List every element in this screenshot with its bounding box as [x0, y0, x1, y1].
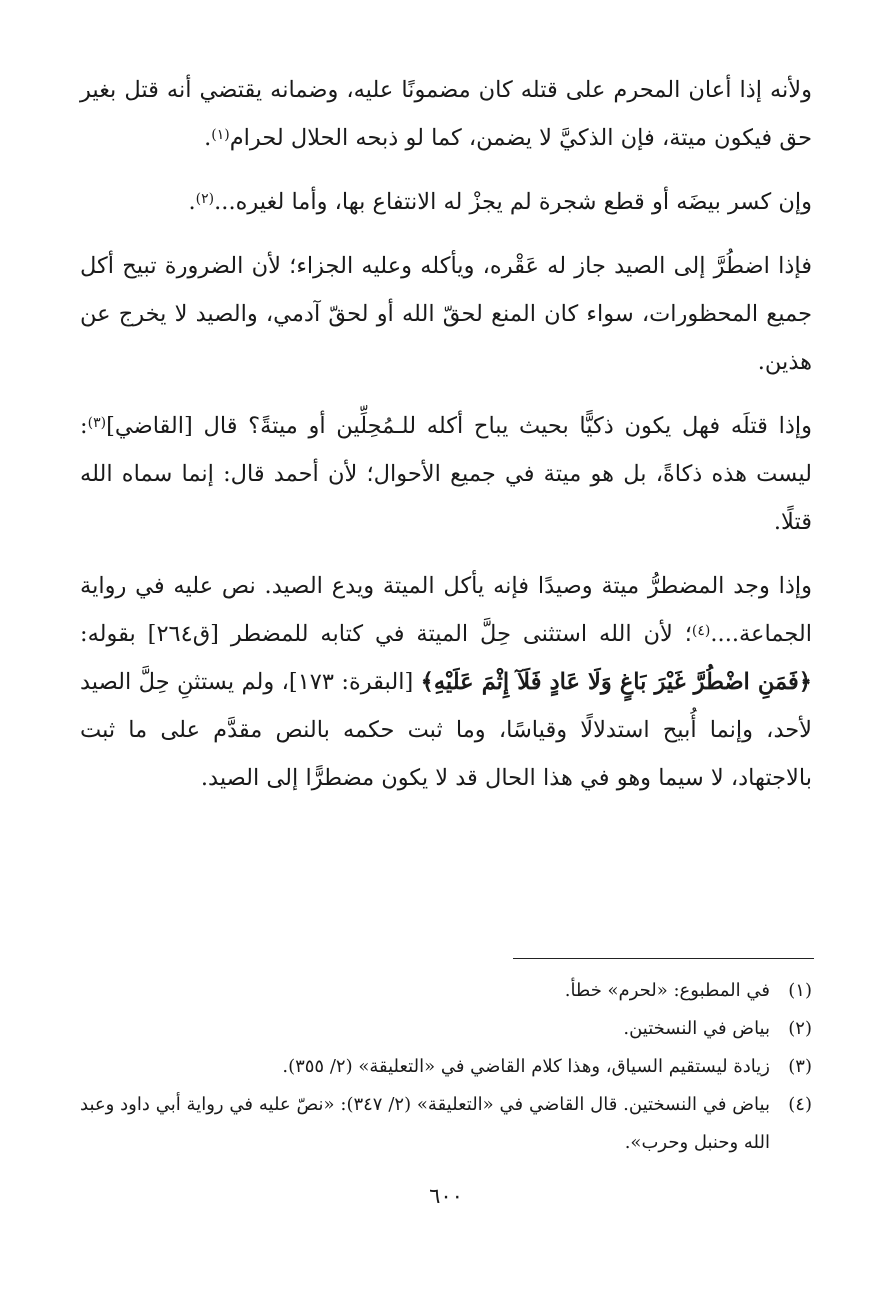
- footnote-2: [80, 1010, 812, 1048]
- quran-verse: ﴿فَمَنِ اضْطُرَّ غَيْرَ بَاغٍ وَلَا عَادٍ فَلَآ إِثْمَ عَلَيْهِ﴾: [420, 669, 812, 695]
- footnote-text: في المطبوع: «لحرم» خطأ.: [564, 980, 770, 1001]
- paragraph-5: [80, 562, 812, 802]
- paragraph-1: [80, 66, 812, 162]
- paragraph-1-end: .: [204, 125, 212, 151]
- main-text: [80, 66, 812, 802]
- footnote-number: (١): [788, 980, 812, 1001]
- paragraph-5-text-c: [البقرة: ١٧٣]، ولم يستثنِ حِلَّ الصيد لأحد، وإنما أُبيح استدلالًا وقياسًا، وما ثبت حكمه بالنص مقدَّم على ما ثبت بالاجتهاد، لا سيما وهو في هذا الحال قد لا يكون مضطرًّا إلى الصيد.: [80, 669, 812, 791]
- paragraph-5-text-a: وإذا وجد المضطرُّ ميتة وصيدًا فإنه يأكل الميتة ويدع الصيد. نص عليه في رواية الجماعة....: [80, 573, 812, 647]
- paragraph-4: [80, 402, 812, 546]
- footnote-1: [80, 972, 812, 1010]
- paragraph-5-text-b: ؛ لأن الله استثنى حِلَّ الميتة في كتابه للمضطر [ق٢٦٤] بقوله:: [80, 621, 692, 647]
- footnote-ref-4[interactable]: (٤): [691, 623, 711, 639]
- footnote-number: (٢): [788, 1018, 812, 1039]
- page-number: ٦٠٠: [429, 1184, 463, 1208]
- footnote-number: (٣): [788, 1056, 812, 1077]
- footnotes: [80, 972, 812, 1162]
- paragraph-3: [80, 242, 812, 386]
- footnote-text: بياض في النسختين.: [623, 1018, 770, 1039]
- footnote-ref-3[interactable]: (٣): [87, 415, 107, 431]
- paragraph-2: [80, 178, 812, 226]
- footnote-text: بياض في النسختين. قال القاضي في «التعليقة» (٢/ ٣٤٧): «نصّ عليه في رواية أبي داود وعبد الله وحنبل وحرب».: [80, 1094, 770, 1153]
- paragraph-2-text: وإن كسر بيضَه أو قطع شجرة لم يجزْ له الانتفاع بها، وأما لغيره...: [214, 189, 812, 215]
- footnote-text: زيادة ليستقيم السياق، وهذا كلام القاضي في «التعليقة» (٢/ ٣٥٥).: [282, 1056, 770, 1077]
- paragraph-2-end: .: [188, 189, 196, 215]
- footnote-ref-1[interactable]: (١): [211, 127, 230, 143]
- footnote-divider: [513, 958, 814, 959]
- paragraph-4-text-b: : ليست هذه ذكاةً، بل هو ميتة في جميع الأحوال؛ لأن أحمد قال: إنما سماه الله قتلًا.: [80, 413, 812, 535]
- paragraph-4-text-a: وإذا قتلَه فهل يكون ذكيًّا بحيث يباح أكله للـمُحِلِّين أو ميتةً؟ قال [القاضي]: [106, 413, 812, 439]
- paragraph-1-text: ولأنه إذا أعان المحرم على قتله كان مضمونًا عليه، وضمانه يقتضي أنه قتل بغير حق فيكون ميتة، فإن الذكيَّ لا يضمن، كما لو ذبحه الحلال لحرام: [80, 77, 812, 151]
- footnote-3: [80, 1048, 812, 1086]
- footnote-ref-2[interactable]: (٢): [195, 191, 215, 207]
- footnote-4: [80, 1086, 812, 1162]
- footnote-number: (٤): [788, 1094, 812, 1115]
- paragraph-3-text: فإذا اضطُرَّ إلى الصيد جاز له عَقْره، ويأكله وعليه الجزاء؛ لأن الضرورة تبيح أكل جميع المحظورات، سواء كان المنع لحقّ الله أو لحقّ آدمي، والصيد لا يخرج عن هذين.: [80, 253, 812, 375]
